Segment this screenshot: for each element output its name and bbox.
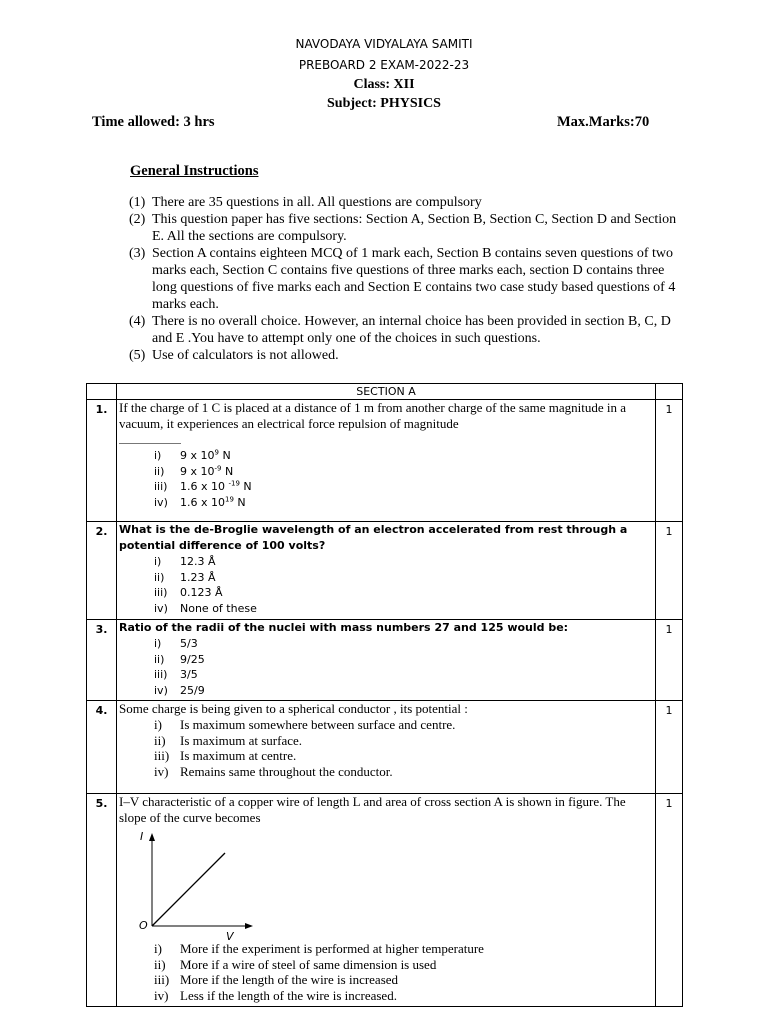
- question-number: 3.: [87, 620, 117, 701]
- question-text: I–V characteristic of a copper wire of length L and area of cross section A is shown in figure. The slope of the curve becomes: [119, 794, 626, 825]
- question-marks: 1: [656, 620, 683, 701]
- option: iii) 0.123 Å: [154, 586, 223, 600]
- blank-cell: [656, 384, 683, 400]
- question-text: If the charge of 1 C is placed at a distance of 1 m from another charge of the same magnitude in a vacuum, it experiences an electrical force repulsion of magnitude: [119, 400, 652, 448]
- instruction-number: (5): [129, 348, 146, 363]
- question-marks: 1: [656, 701, 683, 794]
- option: iv) Less if the length of the wire is increased.: [154, 988, 397, 1004]
- question-body: [117, 522, 656, 620]
- question-row: [87, 522, 683, 620]
- option: iv) None of these: [154, 601, 257, 615]
- option: ii) 9 x $10^{-9}$ N: [154, 463, 234, 478]
- option: iii) More if the length of the wire is increased: [154, 972, 399, 988]
- max-marks: Max.Marks:70: [557, 114, 650, 130]
- option: ii) 9/25: [154, 652, 205, 666]
- instruction-item: [129, 245, 689, 313]
- question-row: [87, 794, 683, 1007]
- origin-label: O: [139, 919, 148, 932]
- question-body: [117, 400, 656, 522]
- answer-blank: [119, 433, 181, 444]
- instruction-text: This question paper has five sections: Section A, Section B, Section C, Section D and Section E. All the sections are compulsory.: [152, 212, 677, 244]
- question-number: 1.: [87, 400, 117, 522]
- instruction-number: (3): [129, 246, 146, 261]
- option: i) 9 x $10^9$ N: [154, 448, 231, 462]
- option: iv) 1.6 x $10^{19}$ N: [154, 495, 246, 509]
- instruction-item: [129, 194, 689, 211]
- instructions-title: General Instructions: [130, 163, 259, 179]
- option: iii) 1.6 x 10 $^{-19}$ N: [154, 479, 252, 494]
- y-axis-label: I: [140, 830, 144, 843]
- section-header-row: [87, 384, 683, 400]
- graph-svg: [119, 826, 259, 941]
- question-marks: 1: [656, 794, 683, 1007]
- question-text: Some charge is being given to a spherical conductor , its potential :: [119, 701, 468, 716]
- instruction-text: Use of calculators is not allowed.: [152, 348, 339, 363]
- option: i) More if the experiment is performed at higher temperature: [154, 941, 484, 956]
- question-text: Ratio of the radii of the nuclei with mass numbers 27 and 125 would be:: [119, 621, 569, 634]
- class-label: Class: XII: [353, 77, 415, 92]
- instruction-item: [129, 313, 689, 347]
- question-body: [117, 794, 656, 1007]
- instruction-item: [129, 211, 689, 245]
- question-body: [117, 620, 656, 701]
- time-allowed: Time allowed: 3 hrs: [92, 114, 215, 130]
- subject-label: Subject: PHYSICS: [327, 96, 441, 111]
- option: iv) 25/9: [154, 683, 205, 697]
- section-title: SECTION A: [117, 384, 656, 400]
- org-name: NAVODAYA VIDYALAYA SAMITI: [295, 37, 473, 51]
- x-axis-label: V: [226, 930, 234, 941]
- option: iv) Remains same throughout the conductor.: [154, 764, 393, 780]
- question-body: [117, 701, 656, 794]
- question-marks: 1: [656, 522, 683, 620]
- blank-cell: [87, 384, 117, 400]
- question-text: What is the de-Broglie wavelength of an electron accelerated from rest through a potential difference of 100 volts?: [119, 523, 628, 552]
- iv-characteristic-graph: [119, 826, 652, 941]
- instruction-number: (2): [129, 212, 146, 227]
- option: i) 12.3 Å: [154, 555, 216, 568]
- question-number: 2.: [87, 522, 117, 620]
- instruction-item: [129, 347, 689, 364]
- question-row: [87, 400, 683, 522]
- instruction-number: (4): [129, 314, 146, 329]
- instruction-text: Section A contains eighteen MCQ of 1 mark each, Section B contains seven questions of two marks each, Section C contains five questions of three marks each, section D contains three long questions of five marks each and Section E contains two case study based questions of 4 marks each.: [152, 246, 676, 312]
- option: ii) Is maximum at surface.: [154, 732, 303, 748]
- option: i) 5/3: [154, 637, 198, 650]
- exam-title: PREBOARD 2 EXAM-2022-23: [298, 58, 470, 72]
- option: ii) More if a wire of steel of same dimension is used: [154, 956, 437, 972]
- option: ii) 1.23 Å: [154, 570, 216, 584]
- question-row: [87, 620, 683, 701]
- instruction-text: There is no overall choice. However, an internal choice has been provided in section B, C, D and E .You have to attempt only one of the choices in such questions.: [152, 314, 671, 346]
- y-axis-arrow: [149, 833, 155, 841]
- option: iii) 3/5: [154, 668, 198, 682]
- question-number: 4.: [87, 701, 117, 794]
- question-number: 5.: [87, 794, 117, 1007]
- instruction-number: (1): [129, 195, 146, 210]
- instruction-text: There are 35 questions in all. All questions are compulsory: [152, 195, 482, 210]
- x-axis-arrow: [245, 923, 253, 929]
- questions-table: [86, 383, 683, 1007]
- question-marks: 1: [656, 400, 683, 522]
- option: iii) Is maximum at centre.: [154, 748, 297, 764]
- iv-line: [152, 853, 225, 926]
- option: i) Is maximum somewhere between surface and centre.: [154, 717, 456, 732]
- instructions-list: [129, 194, 689, 364]
- question-row: [87, 701, 683, 794]
